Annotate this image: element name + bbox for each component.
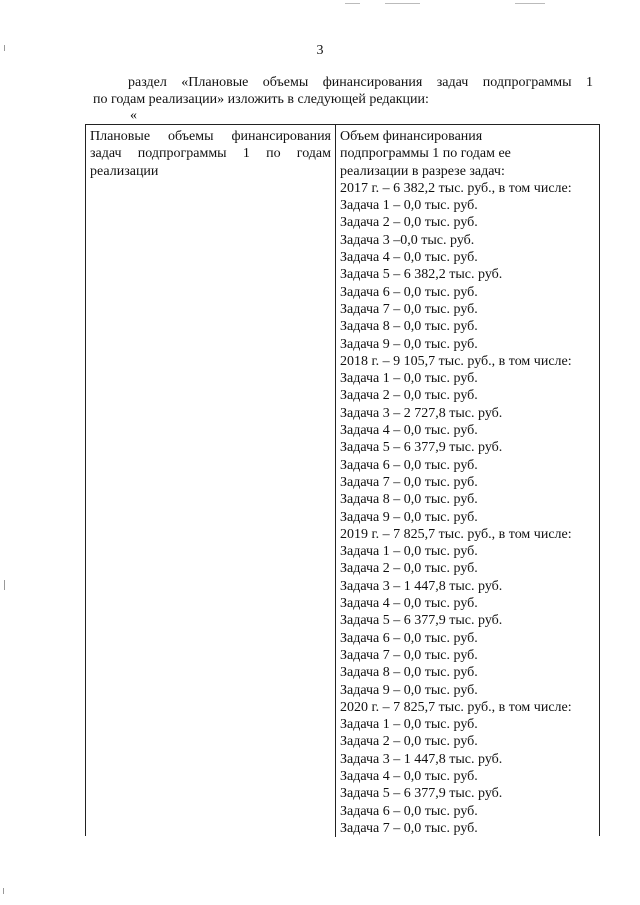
scan-mark [345,3,360,4]
task-line: Задача 5 – 6 377,9 тыс. руб. [340,440,503,456]
cell-line: подпрограммы 1 по годам ее [340,146,511,162]
task-line: Задача 3 – 1 447,8 тыс. руб. [340,751,503,767]
task-line: Задача 9 – 0,0 тыс. руб. [340,336,478,352]
cell-line: задач подпрограммы 1 по годам [90,146,331,162]
intro-line: раздел «Плановые объемы финансирования задач подпрограммы 1 [128,75,593,90]
intro-paragraph [93,74,593,108]
task-line: Задача 3 – 1 447,8 тыс. руб. [340,578,503,594]
cell-line: реализации [90,163,159,179]
task-line: Задача 3 – 2 727,8 тыс. руб. [340,405,503,421]
scan-mark [3,888,4,894]
task-line: Задача 2 – 0,0 тыс. руб. [340,734,478,750]
task-line: Задача 1 – 0,0 тыс. руб. [340,544,478,560]
cell-line: Плановые объемы финансирования [90,129,331,144]
task-line: Задача 3 –0,0 тыс. руб. [340,232,475,248]
task-line: Задача 2 – 0,0 тыс. руб. [340,561,478,577]
intro-line: по годам реализации» изложить в следующей редакции: [93,92,429,107]
task-line: Задача 4 – 0,0 тыс. руб. [340,423,478,439]
task-line: Задача 4 – 0,0 тыс. руб. [340,596,478,612]
page-number: 3 [316,43,324,58]
scan-mark [515,3,545,4]
task-line: Задача 4 – 0,0 тыс. руб. [340,768,478,784]
year-total-line: 2017 г. – 6 382,2 тыс. руб., в том числе: [340,180,572,196]
opening-quote-mark: « [130,108,137,123]
task-line: Задача 5 – 6 377,9 тыс. руб. [340,786,503,802]
task-line: Задача 1 – 0,0 тыс. руб. [340,198,478,214]
task-line: Задача 6 – 0,0 тыс. руб. [340,284,478,300]
task-line: Задача 1 – 0,0 тыс. руб. [340,371,478,387]
task-line: Задача 6 – 0,0 тыс. руб. [340,630,478,646]
task-line: Задача 9 – 0,0 тыс. руб. [340,682,478,698]
scan-mark [4,580,5,590]
task-line: Задача 7 – 0,0 тыс. руб. [340,647,478,663]
task-line: Задача 9 – 0,0 тыс. руб. [340,509,478,525]
task-line: Задача 5 – 6 382,2 тыс. руб. [340,267,503,283]
funding-table [85,124,600,836]
task-line: Задача 7 – 0,0 тыс. руб. [340,301,478,317]
year-total-line: 2018 г. – 9 105,7 тыс. руб., в том числе: [340,353,572,369]
task-line: Задача 5 – 6 377,9 тыс. руб. [340,613,503,629]
task-line: Задача 6 – 0,0 тыс. руб. [340,457,478,473]
task-line: Задача 7 – 0,0 тыс. руб. [340,820,478,836]
scan-mark [385,3,420,4]
task-line: Задача 2 – 0,0 тыс. руб. [340,388,478,404]
table-cell-funding [336,125,600,837]
table-cell-heading [86,125,336,837]
year-total-line: 2019 г. – 7 825,7 тыс. руб., в том числе: [340,526,572,542]
year-total-line: 2020 г. – 7 825,7 тыс. руб., в том числе: [340,699,572,715]
task-line: Задача 7 – 0,0 тыс. руб. [340,474,478,490]
task-line: Задача 1 – 0,0 тыс. руб. [340,717,478,733]
task-line: Задача 8 – 0,0 тыс. руб. [340,665,478,681]
task-line: Задача 6 – 0,0 тыс. руб. [340,803,478,819]
cell-line: реализации в разрезе задач: [340,163,505,179]
task-line: Задача 4 – 0,0 тыс. руб. [340,250,478,266]
task-line: Задача 8 – 0,0 тыс. руб. [340,319,478,335]
task-line: Задача 2 – 0,0 тыс. руб. [340,215,478,231]
task-line: Задача 8 – 0,0 тыс. руб. [340,492,478,508]
cell-line: Объем финансирования [340,129,483,144]
